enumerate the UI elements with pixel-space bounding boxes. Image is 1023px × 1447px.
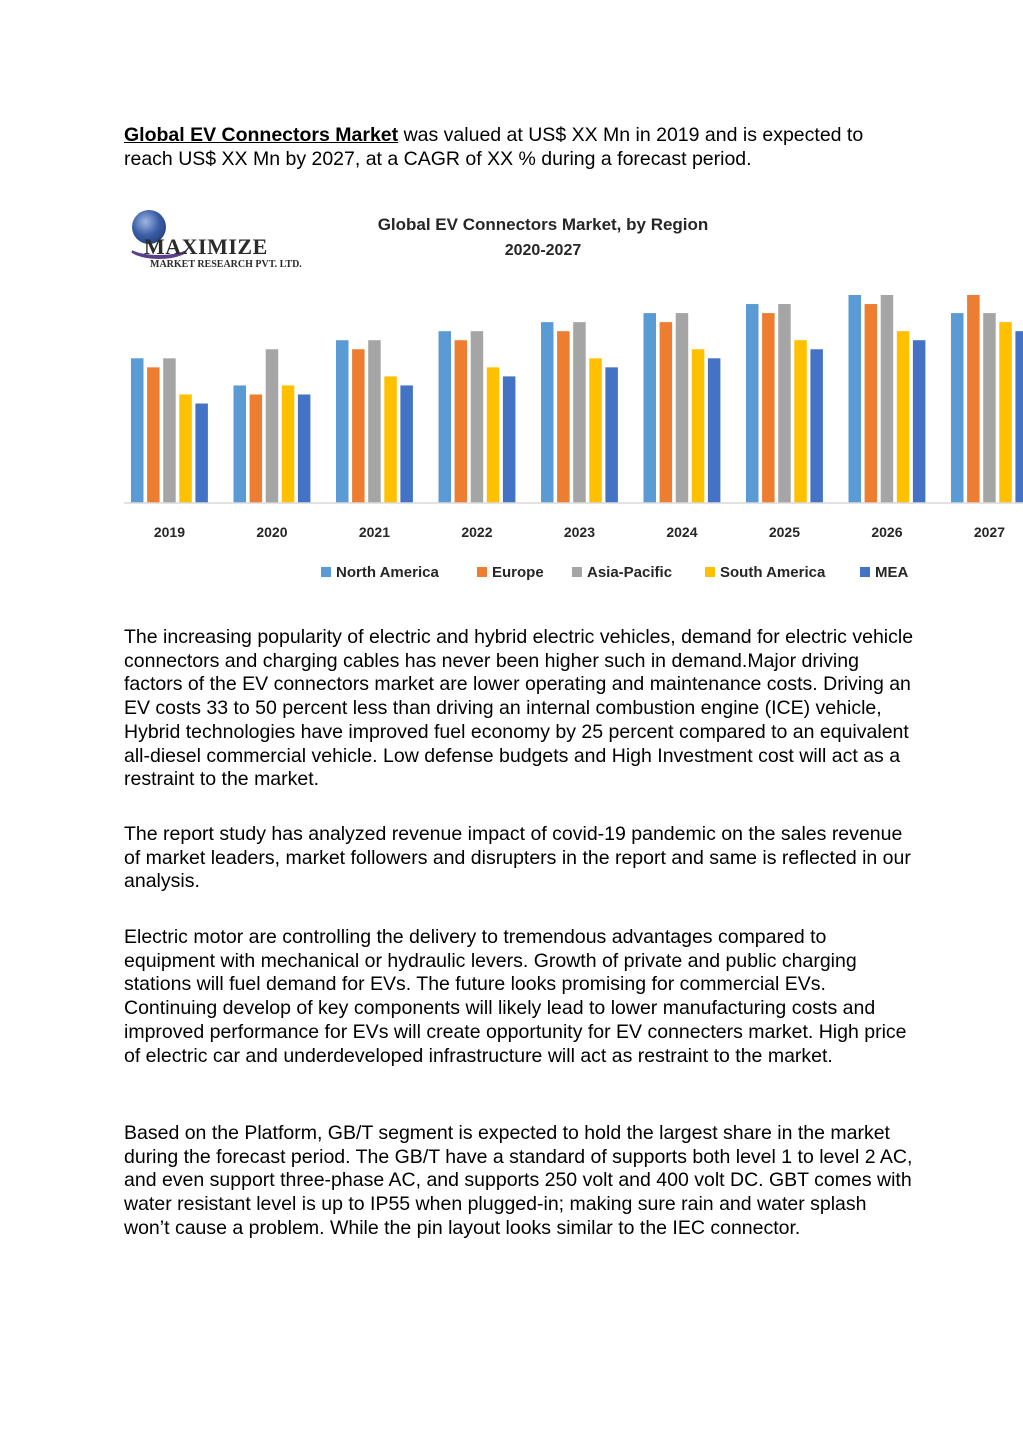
legend-label: North America xyxy=(336,564,439,581)
intro-text: was valued at US$ XX Mn in 2019 and is expected to reach US$ XX Mn by 2027, at a CAGR of XX % during a forecast period. xyxy=(124,124,864,170)
bar-2022-europe xyxy=(455,340,468,503)
x-tick-group xyxy=(154,524,1005,540)
bar-2021-mea xyxy=(400,385,413,503)
legend-label: Asia-Pacific xyxy=(587,564,673,581)
bar-2024-asia-pacific xyxy=(676,313,689,503)
logo-name: MAXIMIZE xyxy=(144,234,268,259)
intro-paragraph xyxy=(124,124,914,171)
bar-2020-europe xyxy=(250,394,263,503)
bar-2021-north-america xyxy=(336,340,349,503)
bar-2025-europe xyxy=(762,313,775,503)
x-tick-label: 2021 xyxy=(358,524,391,540)
bar-2022-south-america xyxy=(487,367,500,503)
bar-2019-north-america xyxy=(131,358,144,503)
x-tick-label: 2025 xyxy=(768,524,801,540)
bar-2021-south-america xyxy=(384,376,397,503)
bar-group xyxy=(131,295,1023,503)
bar-2027-south-america xyxy=(999,322,1012,503)
bar-2024-north-america xyxy=(644,313,657,503)
x-tick-label: 2019 xyxy=(153,524,186,540)
intro-title-link[interactable]: Global EV Connectors Market xyxy=(124,124,399,146)
x-tick-label: 2026 xyxy=(871,524,903,540)
bar-2027-north-america xyxy=(951,313,964,503)
bar-2025-north-america xyxy=(746,304,759,503)
bar-2023-south-america xyxy=(589,358,602,503)
chart-title: Global EV Connectors Market, by Region xyxy=(377,215,709,234)
bar-2020-south-america xyxy=(282,385,295,503)
x-tick-label: 2023 xyxy=(563,524,596,540)
bar-2024-south-america xyxy=(692,349,705,503)
chart-subtitle: 2020-2027 xyxy=(504,242,582,259)
bar-2021-europe xyxy=(352,349,365,503)
bar-2023-mea xyxy=(605,367,618,503)
chart-canvas xyxy=(0,195,1023,605)
bar-2024-mea xyxy=(708,358,721,503)
bar-2025-mea xyxy=(810,349,823,503)
x-tick-label: 2027 xyxy=(973,524,1006,540)
chart-legend xyxy=(321,564,909,581)
bar-2027-asia-pacific xyxy=(983,313,996,503)
body-paragraph-2: The report study has analyzed revenue impact of covid-19 pandemic on the sales revenue of market leaders, market followers and disrupters in the report and same is reflected in our analysis. xyxy=(124,823,911,893)
legend-label: MEA xyxy=(875,564,909,581)
bar-2026-mea xyxy=(913,340,926,503)
body-paragraph-3: Electric motor are controlling the delivery to tremendous advantages compared to equipment with mechanical or hydraulic levers. Growth of private and public charging stations will fuel demand for EVs. The future looks promising for commercial EVs. Continuing develop of key components will likely lead to lower manufacturing costs and improved performance for EVs will create opportunity for EV connecters market. High price of electric car and underdeveloped infrastructure will act as restraint to the market. xyxy=(124,926,907,1067)
bar-2023-asia-pacific xyxy=(573,322,586,503)
bar-2020-mea xyxy=(298,394,311,503)
legend-swatch xyxy=(572,567,582,577)
bar-2023-europe xyxy=(557,331,570,503)
bar-2019-mea xyxy=(195,404,208,503)
legend-swatch xyxy=(477,567,487,577)
body-paragraph-1: The increasing popularity of electric and hybrid electric vehicles, demand for electric vehicle connectors and charging cables has never been higher such in demand.Major driving factors of the EV connectors market are lower operating and maintenance costs. Driving an EV costs 33 to 50 percent less than driving an internal combustion engine (ICE) vehicle, Hybrid technologies have improved fuel economy by 25 percent compared to an equivalent all-diesel commercial vehicle. Low defense budgets and High Investment cost will act as a restraint to the market. xyxy=(124,626,914,791)
legend-label: South America xyxy=(720,564,826,581)
legend-swatch xyxy=(860,567,870,577)
bar-2022-north-america xyxy=(439,331,452,503)
bar-2027-europe xyxy=(967,295,980,503)
bar-2019-south-america xyxy=(179,394,192,503)
x-tick-label: 2020 xyxy=(256,524,288,540)
bar-2026-asia-pacific xyxy=(881,295,894,503)
bar-2025-asia-pacific xyxy=(778,304,791,503)
bar-2022-mea xyxy=(503,376,516,503)
bar-2021-asia-pacific xyxy=(368,340,381,503)
bar-2019-asia-pacific xyxy=(163,358,176,503)
legend-swatch xyxy=(321,567,331,577)
bar-2020-north-america xyxy=(234,385,247,503)
bar-2027-mea xyxy=(1015,331,1023,503)
bar-2026-south-america xyxy=(897,331,910,503)
legend-swatch xyxy=(705,567,715,577)
bar-2023-north-america xyxy=(541,322,554,503)
bar-2019-europe xyxy=(147,367,160,503)
bar-2026-europe xyxy=(865,304,878,503)
region-bar-chart xyxy=(0,195,1023,605)
bar-2022-asia-pacific xyxy=(471,331,484,503)
bar-2020-asia-pacific xyxy=(266,349,279,503)
bar-2024-europe xyxy=(660,322,673,503)
legend-label: Europe xyxy=(492,564,544,581)
logo-subtitle: MARKET RESEARCH PVT. LTD. xyxy=(150,259,302,270)
x-tick-label: 2022 xyxy=(461,524,493,540)
body-paragraph-4: Based on the Platform, GB/T segment is expected to hold the largest share in the market during the forecast period. The GB/T have a standard of supports both level 1 to level 2 AC, and even support three-phase AC, and supports 250 volt and 400 volt DC. GBT comes with water resistant level is up to IP55 when plugged-in; making sure rain and water splash won’t cause a problem. While the pin layout looks similar to the IEC connector. xyxy=(124,1122,913,1239)
bar-2026-north-america xyxy=(849,295,862,503)
x-tick-label: 2024 xyxy=(666,524,698,540)
bar-2025-south-america xyxy=(794,340,807,503)
